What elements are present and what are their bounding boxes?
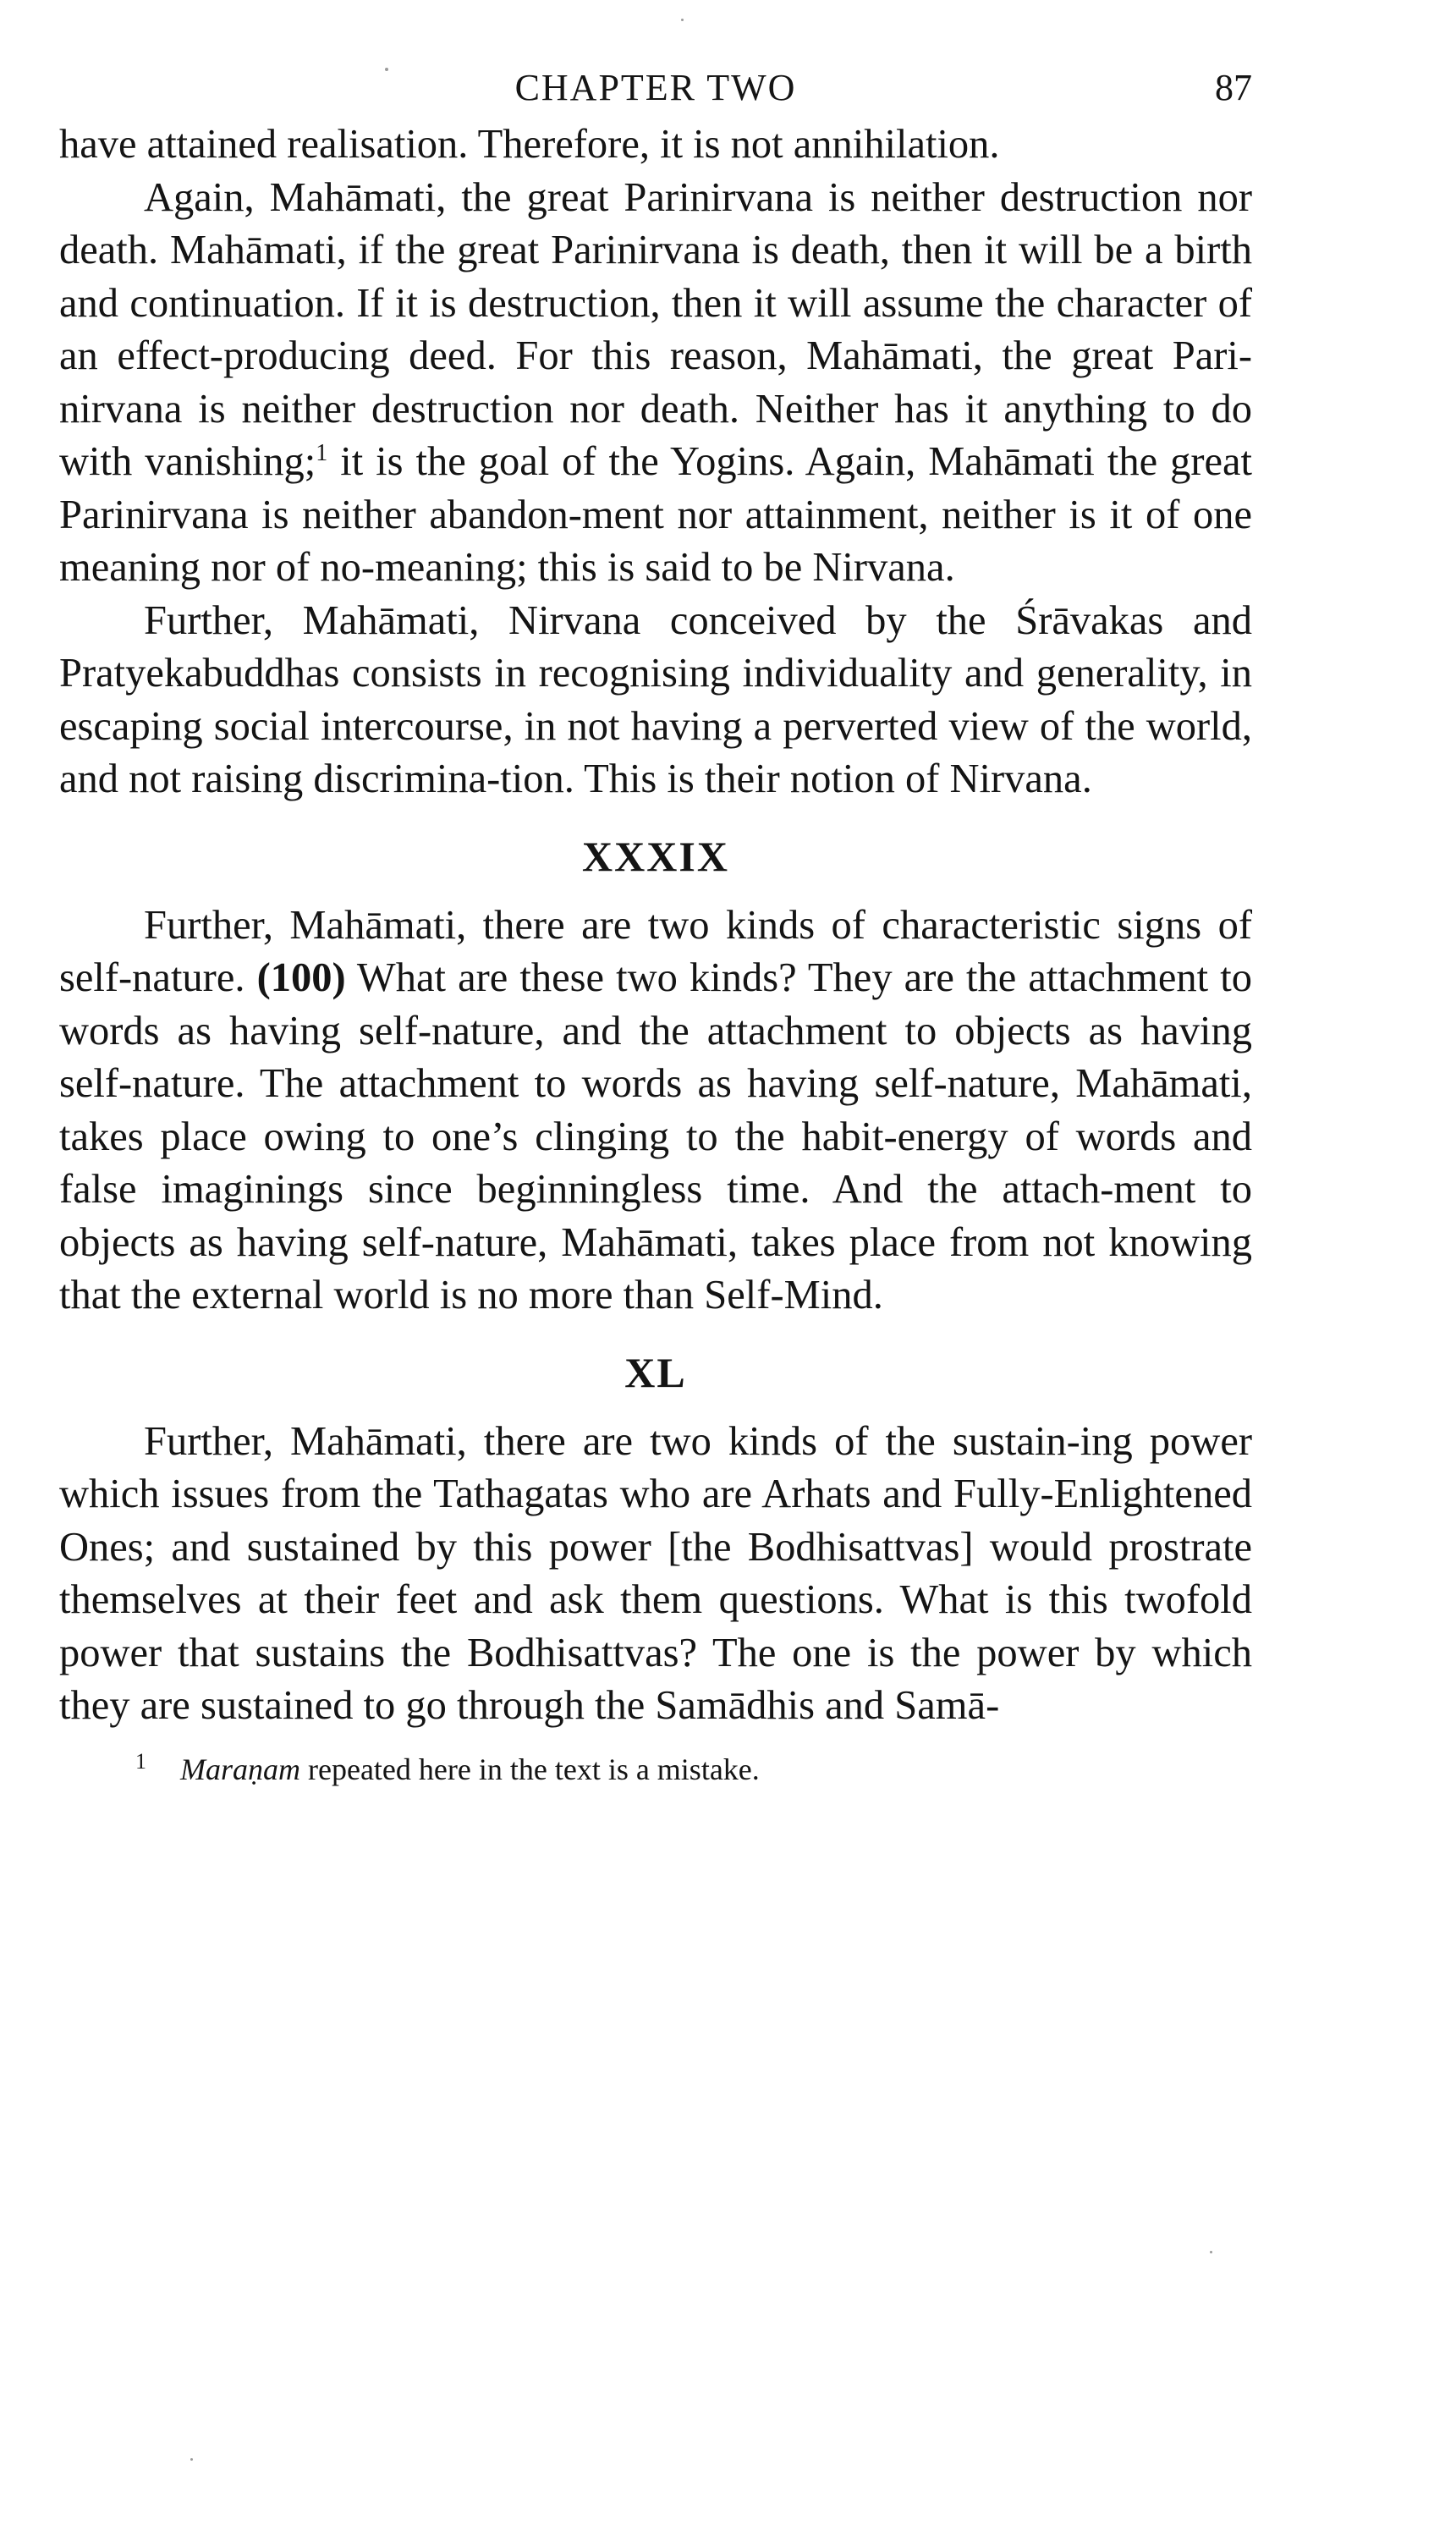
running-title: CHAPTER TWO xyxy=(514,67,797,108)
footnote xyxy=(59,1741,1252,1790)
section-heading-xxxix: XXXIX xyxy=(582,832,729,880)
paragraph-sravakas: Further, Mahāmati, Nirvana conceived by the Śrāvakas and Pratyekabuddhas consists in recognising individuality and generality, in escaping social intercourse, in not having a perverted view of the world, and not raising discrimina-tion. This is their notion of Nirvana. xyxy=(59,597,1252,801)
paragraph-parinirvana xyxy=(59,172,1252,595)
paragraph-self-nature-start: Further, Mahāmati, there are two kinds of characteristic signs of self-nature. xyxy=(59,902,1252,1000)
paragraph-continuation: have attained realisation. Therefore, it is not annihilation. xyxy=(59,122,1000,167)
footnote-reference: 1 xyxy=(316,439,328,466)
body-text xyxy=(59,118,1252,1733)
scan-speck xyxy=(190,2458,193,2461)
paragraph-parinirvana-end: it is the goal of the Yogins. Again, Mahāmati the great Parinirvana is neither abandon-ment nor attainment, neither is it of one meaning nor of no-meaning; this is said to be Nirvana. xyxy=(59,439,1252,590)
footnote-number: 1 xyxy=(135,1748,146,1774)
footnote-italic-word: Maraṇam xyxy=(180,1752,300,1786)
paragraph-parinirvana-start: Again, Mahāmati, the great Parinirvana is neither destruction nor death. Mahāmati, if the great Parinirvana is death, then it will be a birth and continuation. If it is destruction, then it will assume the character of an effect-producing deed. For this reason, Mahāmati, the great Pari-nirvana is neither destruction nor death. Neither has it anything to do with vanishing; xyxy=(59,174,1252,484)
scan-speck xyxy=(385,68,388,71)
scan-speck xyxy=(1210,2251,1212,2253)
scan-speck xyxy=(681,19,684,21)
running-head xyxy=(59,51,1252,118)
paragraph-sustaining-power: Further, Mahāmati, there are two kinds of the sustain-ing power which issues from the Tathagatas who are Arhats and Fully-Enlightened Ones; and sustained by this power [the Bodhisattvas] would prostrate themselves at their feet and ask them questions. What is this twofold power that sustains the Bodhisattvas? The one is the power by which they are sustained to go through the Samādhis and Samā- xyxy=(59,1418,1252,1728)
footnote-text: repeated here in the text is a mistake. xyxy=(300,1752,760,1786)
page-number: 87 xyxy=(1215,67,1252,108)
paragraph-self-nature xyxy=(59,899,1252,1323)
book-page xyxy=(59,51,1252,1790)
section-heading-xl: XL xyxy=(624,1348,687,1396)
paragraph-self-nature-end: What are these two kinds? They are the attachment to words as having self-nature, and the attachment to objects as having self-nature. The attachment to words as having self-nature, Mahāmati, takes place owing to one’s clinging to the habit-energy of words and false imaginings since beginningless time. And the attach-ment to objects as having self-nature, Mahāmati, takes place from not knowing that the external world is no more than Self-Mind. xyxy=(59,955,1252,1318)
text-reference-number: (100) xyxy=(256,955,346,1000)
